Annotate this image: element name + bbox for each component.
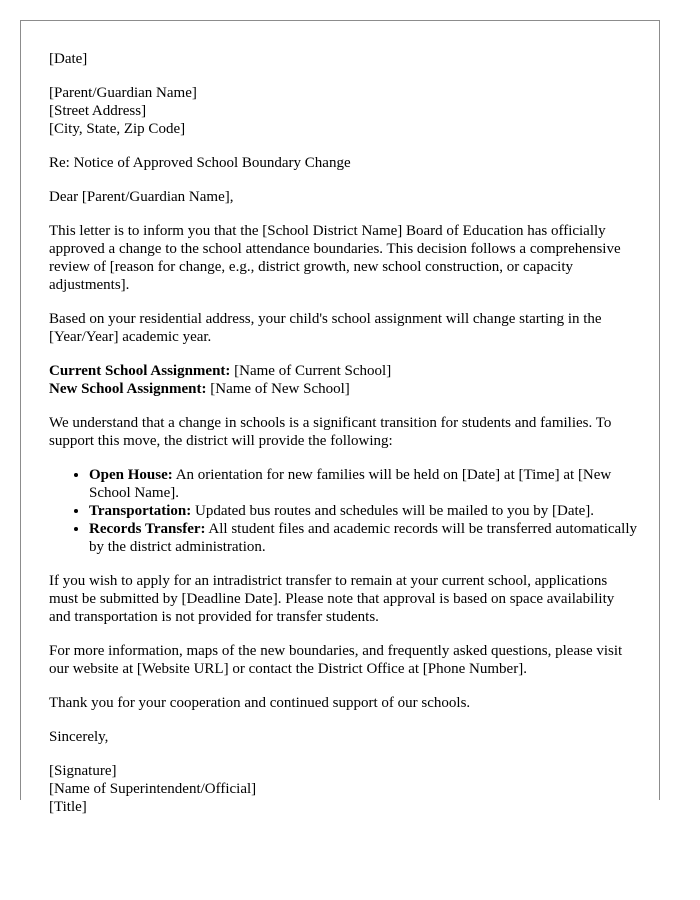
new-school-assignment xyxy=(49,380,639,398)
list-item xyxy=(89,502,639,520)
support-item-label: Open House: xyxy=(89,467,173,483)
letter-date: [Date] xyxy=(49,51,88,67)
recipient-address xyxy=(49,84,639,138)
list-item xyxy=(89,520,639,556)
new-school-label: New School Assignment: xyxy=(49,381,207,397)
recipient-street: [Street Address] xyxy=(49,103,147,119)
signature-block xyxy=(49,762,639,816)
paragraph-transfer: If you wish to apply for an intradistrict transfer to remain at your current school, applications must be submitted by [Deadline Date]. Please note that approval is based on space availability and transportation is not provided for transfer students. xyxy=(49,573,615,625)
letter-page xyxy=(20,20,660,815)
support-item-text: An orientation for new families will be held on [Date] at [Time] at [New School Name]. xyxy=(89,467,612,501)
support-item-text: Updated bus routes and schedules will be mailed to you by [Date]. xyxy=(191,503,595,519)
paragraph-intro: This letter is to inform you that the [School District Name] Board of Education has officially approved a change to the school attendance boundaries. This decision follows a comprehensive review of [reason for change, e.g., district growth, new school construction, or capacity adjustments]. xyxy=(49,223,621,293)
signer-title: [Title] xyxy=(49,799,87,815)
signer-name: [Name of Superintendent/Official] xyxy=(49,781,257,797)
list-item xyxy=(89,466,639,502)
support-list xyxy=(49,466,639,556)
new-school-value: [Name of New School] xyxy=(206,381,350,397)
paragraph-support: We understand that a change in schools is a significant transition for students and families. To support this move, the district will provide the following: xyxy=(49,415,612,449)
paragraph-thanks: Thank you for your cooperation and continued support of our schools. xyxy=(49,695,471,711)
letter-closing: Sincerely, xyxy=(49,729,109,745)
recipient-city: [City, State, Zip Code] xyxy=(49,121,186,137)
letter-content xyxy=(49,50,639,832)
current-school-label: Current School Assignment: xyxy=(49,363,231,379)
support-item-text: All student files and academic records will be transferred automatically by the district administration. xyxy=(89,521,638,555)
signature-placeholder: [Signature] xyxy=(49,763,117,779)
school-assignments xyxy=(49,362,639,398)
letter-salutation: Dear [Parent/Guardian Name], xyxy=(49,189,234,205)
paragraph-assignment-change: Based on your residential address, your child's school assignment will change starting in the [Year/Year] academic year. xyxy=(49,311,602,345)
recipient-name: [Parent/Guardian Name] xyxy=(49,85,197,101)
letter-subject: Re: Notice of Approved School Boundary Change xyxy=(49,155,351,171)
paragraph-more-info: For more information, maps of the new boundaries, and frequently asked questions, please visit our website at [Website URL] or contact the District Office at [Phone Number]. xyxy=(49,643,623,677)
support-item-label: Transportation: xyxy=(89,503,192,519)
current-school-assignment xyxy=(49,362,639,380)
current-school-value: [Name of Current School] xyxy=(230,363,392,379)
support-item-label: Records Transfer: xyxy=(89,521,206,537)
